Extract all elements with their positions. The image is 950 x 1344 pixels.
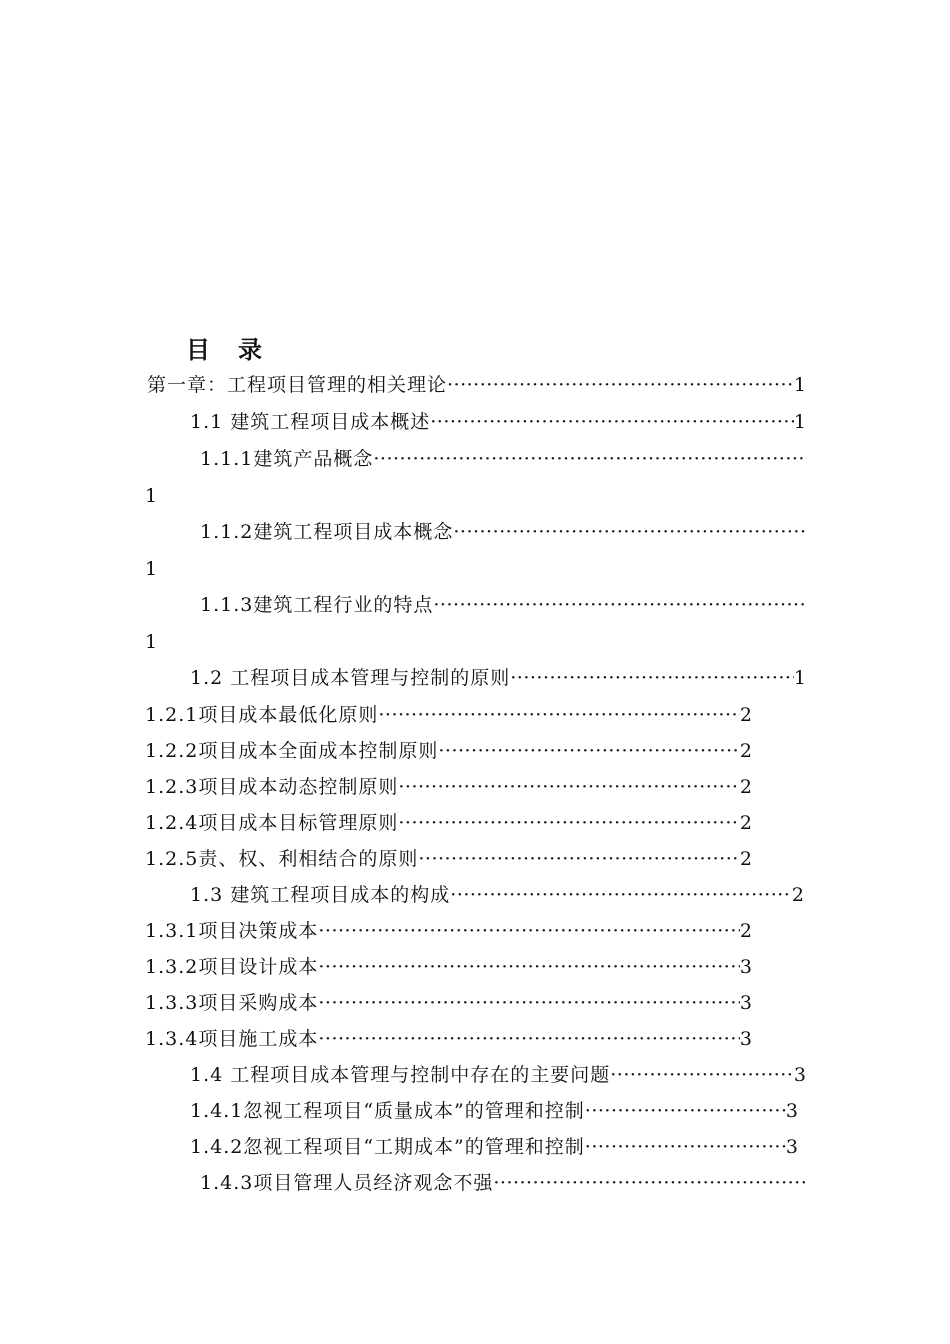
toc-entry-1-3-4[interactable] <box>145 1024 753 1054</box>
toc-entry-label: 1.4 工程项目成本管理与控制中存在的主要问题 <box>190 1060 610 1090</box>
dot-leader <box>373 444 807 474</box>
toc-entry-page: 2 <box>739 740 753 762</box>
toc-entry-1-2-5[interactable] <box>145 844 753 874</box>
toc-entry-label: 1.2.2项目成本全面成本控制原则 <box>145 736 438 766</box>
dot-leader <box>453 517 807 547</box>
toc-entry-label: 1.4.3项目管理人员经济观念不强 <box>200 1168 493 1198</box>
dot-leader <box>318 916 740 946</box>
toc-entry-page: 1 <box>145 485 158 507</box>
toc-entry-1-3[interactable] <box>190 880 805 910</box>
toc-entry-page: 1 <box>793 667 807 689</box>
toc-entry-1-4-3[interactable] <box>200 1168 807 1198</box>
toc-entry-label: 第一章：工程项目管理的相关理论 <box>147 370 447 400</box>
dot-leader <box>438 736 740 766</box>
toc-entry-1-2-3[interactable] <box>145 772 753 802</box>
toc-entry-1-2-2[interactable] <box>145 736 753 766</box>
dot-leader <box>378 700 740 730</box>
toc-entry-page: 1 <box>793 374 807 396</box>
toc-entry-label: 1.1.3建筑工程行业的特点 <box>200 590 433 620</box>
dot-leader <box>493 1168 807 1198</box>
toc-entry-label: 1.3.2项目设计成本 <box>145 952 318 982</box>
toc-entry-page: 2 <box>739 920 753 942</box>
toc-entry-1-1-3[interactable] <box>200 590 807 620</box>
dot-leader <box>318 988 740 1018</box>
toc-entry-label: 1.2.1项目成本最低化原则 <box>145 700 378 730</box>
toc-entry-1-1[interactable] <box>190 407 807 437</box>
toc-entry-label: 1.1.2建筑工程项目成本概念 <box>200 517 453 547</box>
toc-entry-page: 2 <box>791 884 805 906</box>
toc-entry-page: 3 <box>739 992 753 1014</box>
toc-entry-label: 1.3.4项目施工成本 <box>145 1024 318 1054</box>
toc-entry-label: 1.1 建筑工程项目成本概述 <box>190 407 430 437</box>
toc-entry-1-1-2[interactable] <box>200 517 807 547</box>
dot-leader <box>585 1132 786 1162</box>
toc-entry-page: 1 <box>145 631 158 653</box>
toc-entry-1-2-1[interactable] <box>145 700 753 730</box>
toc-entry-1-4[interactable] <box>190 1060 807 1090</box>
dot-leader <box>398 808 740 838</box>
toc-entry-1-4-1[interactable] <box>190 1096 799 1126</box>
toc-entry-1-2[interactable] <box>190 663 807 693</box>
toc-entry-page: 3 <box>739 956 753 978</box>
toc-title: 目 录 <box>186 335 264 364</box>
toc-entry-page: 2 <box>739 812 753 834</box>
toc-entry-label: 1.2.4项目成本目标管理原则 <box>145 808 398 838</box>
toc-entry-1-3-1[interactable] <box>145 916 753 946</box>
toc-entry-label: 1.4.2忽视工程项目“工期成本”的管理和控制 <box>190 1132 585 1162</box>
dot-leader <box>398 772 740 802</box>
toc-entry-page: 1 <box>793 411 807 433</box>
toc-entry-page: 2 <box>739 848 753 870</box>
toc-entry-1-3-2[interactable] <box>145 952 753 982</box>
toc-entry-page: 3 <box>785 1136 799 1158</box>
dot-leader <box>318 952 740 982</box>
dot-leader <box>585 1096 786 1126</box>
dot-leader <box>447 370 794 400</box>
dot-leader <box>318 1024 740 1054</box>
dot-leader <box>610 1060 794 1090</box>
toc-entry-chapter-1[interactable] <box>147 370 807 400</box>
toc-entry-page: 3 <box>739 1028 753 1050</box>
toc-entry-label: 1.2.3项目成本动态控制原则 <box>145 772 398 802</box>
toc-entry-label: 1.3.3项目采购成本 <box>145 988 318 1018</box>
toc-entry-label: 1.2.5责、权、利相结合的原则 <box>145 844 418 874</box>
toc-entry-page: 3 <box>785 1100 799 1122</box>
dot-leader <box>418 844 740 874</box>
toc-entry-label: 1.1.1建筑产品概念 <box>200 444 373 474</box>
toc-entry-1-4-2[interactable] <box>190 1132 799 1162</box>
toc-entry-1-1-1[interactable] <box>200 444 807 474</box>
toc-entry-1-3-3[interactable] <box>145 988 753 1018</box>
toc-entry-label: 1.2 工程项目成本管理与控制的原则 <box>190 663 510 693</box>
dot-leader <box>430 407 794 437</box>
toc-entry-label: 1.3.1项目决策成本 <box>145 916 318 946</box>
dot-leader <box>433 590 807 620</box>
toc-entry-page: 1 <box>145 558 158 580</box>
toc-entry-page: 2 <box>739 776 753 798</box>
toc-entry-1-2-4[interactable] <box>145 808 753 838</box>
dot-leader <box>510 663 794 693</box>
toc-entry-label: 1.3 建筑工程项目成本的构成 <box>190 880 450 910</box>
toc-entry-page: 3 <box>793 1064 807 1086</box>
dot-leader <box>450 880 792 910</box>
toc-entry-page: 2 <box>739 704 753 726</box>
toc-entry-label: 1.4.1忽视工程项目“质量成本”的管理和控制 <box>190 1096 585 1126</box>
